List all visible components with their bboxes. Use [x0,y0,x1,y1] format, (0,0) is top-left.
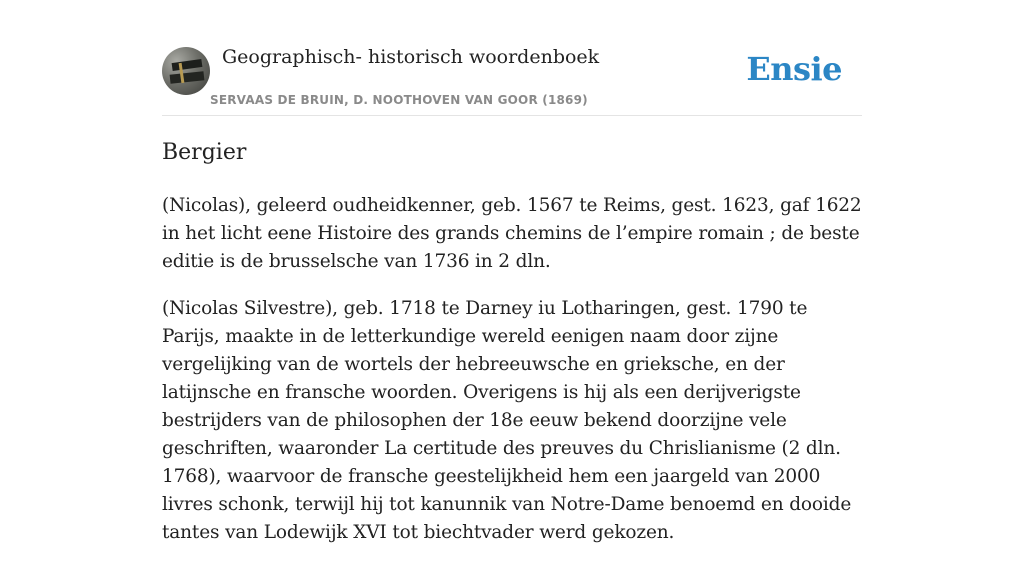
entry-title: Bergier [162,140,247,165]
entry-paragraph: (Nicolas), geleerd oudheidkenner, geb. 1567 te Reims, gest. 1623, gaf 1622 in het licht eene Histoire des grands chemins de l’empire romain ; de beste editie is de brusselsche van 1736 in 2 dln. [162,195,862,272]
book-cover-icon[interactable] [162,47,210,95]
brand-logo[interactable]: Ensie [746,50,842,88]
entry-content [162,192,866,566]
book-spine [172,59,203,71]
book-title[interactable]: Geographisch- historisch woordenboek [222,46,600,68]
book-spine [170,71,205,84]
header [162,45,862,116]
book-meta: SERVAAS DE BRUIN, D. NOOTHOVEN VAN GOOR (1869) [210,93,588,107]
entry-paragraph: (Nicolas Silvestre), geb. 1718 te Darney iu Lotharingen, gest. 1790 te Parijs, maakte in de letterkundige wereld eenigen naam door zijne vergelijking van de wortels der hebreeuwsche en grieksche, en der latijnsche en fransche woorden. Overigens is hij als een derijverigste bestrijders van de philosophen der 18e eeuw bekend doorzijne vele geschriften, waaronder La certitude des preuves du Chrislianisme (2 dln. 1768), waarvoor de fransche geestelijkheid hem een jaargeld van 2000 livres schonk, terwijl hij tot kanunnik van Notre-Dame benoemd en dooide tantes van Lodewijk XVI tot biechtvader werd gekozen. [162,298,852,543]
